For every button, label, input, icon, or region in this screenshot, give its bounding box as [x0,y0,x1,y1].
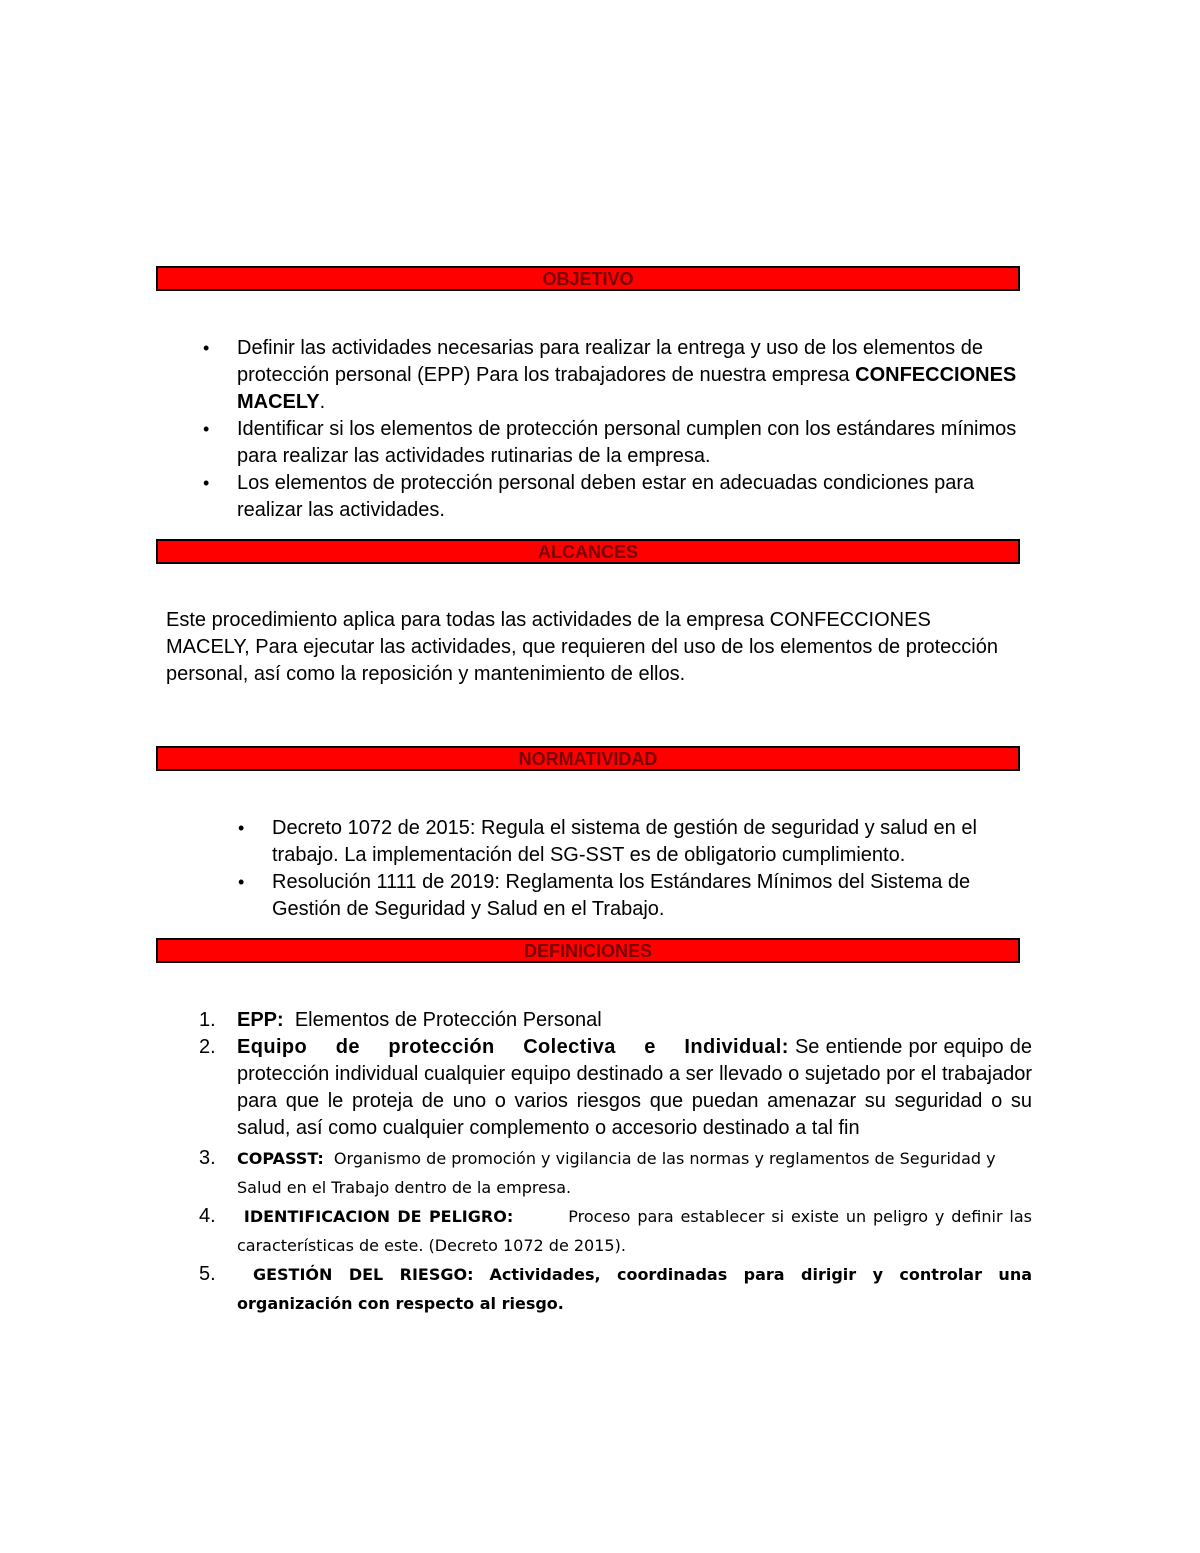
list-item [199,1007,1032,1034]
bullet-icon: • [203,338,210,358]
list-item [238,869,1037,923]
objetivo-item-2-text: Identificar si los elementos de protección personal cumplen con los estándares mínimos para realizar las actividades rutinarias de la empresa. [237,418,1017,467]
list-number: 1. [199,1009,216,1031]
definition-text: Proceso para establecer si existe un peligro y definir las características de este. (Decreto 1072 de 2015). [237,1207,1032,1255]
list-item [199,1034,1032,1142]
list-number: 4. [199,1205,216,1227]
definition-term: EPP: [237,1009,284,1031]
normatividad-item-1-text: Decreto 1072 de 2015: Regula el sistema de gestión de seguridad y salud en el trabajo. La implementación del SG-SST es de obligatorio cumplimiento. [272,817,977,866]
section-header-definiciones: DEFINICIONES [156,938,1020,963]
normatividad-list [238,815,1037,923]
list-item [199,1260,1033,1318]
definition-text: Se entiende por equipo de protección individual cualquier equipo destinado a ser llevado o sujetado por el trabajador para que le proteja de uno o varios riesgos que puedan amenazar su seguridad o su salud, así como cualquier complemento o accesorio destinado a tal fin [237,1036,1032,1139]
definition-term: IDENTIFICACION DE PELIGRO: [243,1207,514,1226]
objetivo-item-1-text: Definir las actividades necesarias para realizar la entrega y uso de los elementos de protección personal (EPP) Para los trabajadores de nuestra empresa [237,337,983,386]
list-number: 3. [199,1147,216,1169]
bullet-icon: • [238,872,245,892]
definition-term: GESTIÓN DEL RIESGO: [252,1265,474,1284]
section-header-alcances: ALCANCES [156,539,1020,564]
list-number: 5. [199,1263,216,1285]
list-item [199,1144,1032,1202]
definition-term: Equipo de protección Colectiva e Individual: [237,1036,789,1058]
objetivo-item-3-text: Los elementos de protección personal deben estar en adecuadas condiciones para realizar las actividades. [237,472,975,521]
bullet-icon: • [203,419,210,439]
list-item [238,815,1037,869]
objetivo-list [203,335,1037,524]
definition-text: Organismo de promoción y vigilancia de las normas y reglamentos de Seguridad y Salud en el Trabajo dentro de la empresa. [237,1149,996,1197]
bullet-icon: • [238,818,245,838]
definition-term: COPASST: [237,1149,324,1168]
alcances-paragraph: Este procedimiento aplica para todas las actividades de la empresa CONFECCIONES MACELY, Para ejecutar las actividades, que requieren del uso de los elementos de protección personal, así como la reposición y mantenimiento de ellos. [166,609,998,685]
section-header-objetivo: OBJETIVO [156,266,1020,291]
list-item [199,1202,1032,1260]
definition-text: Elementos de Protección Personal [294,1009,602,1031]
normatividad-item-2-text: Resolución 1111 de 2019: Reglamenta los Estándares Mínimos del Sistema de Gestión de Seguridad y Salud en el Trabajo. [272,871,971,920]
definiciones-list [199,1007,1033,1318]
list-item [203,335,1037,416]
objetivo-item-1-end: . [319,391,326,413]
section-header-normatividad: NORMATIVIDAD [156,746,1020,771]
list-item [203,470,1037,524]
list-number: 2. [199,1036,216,1058]
company-name: CONFECCIONES MACELY [237,364,1017,413]
list-item [203,416,1037,470]
bullet-icon: • [203,473,210,493]
definition-text: Actividades, coordinadas para dirigir y controlar una organización con respecto al riesgo. [237,1265,1033,1313]
